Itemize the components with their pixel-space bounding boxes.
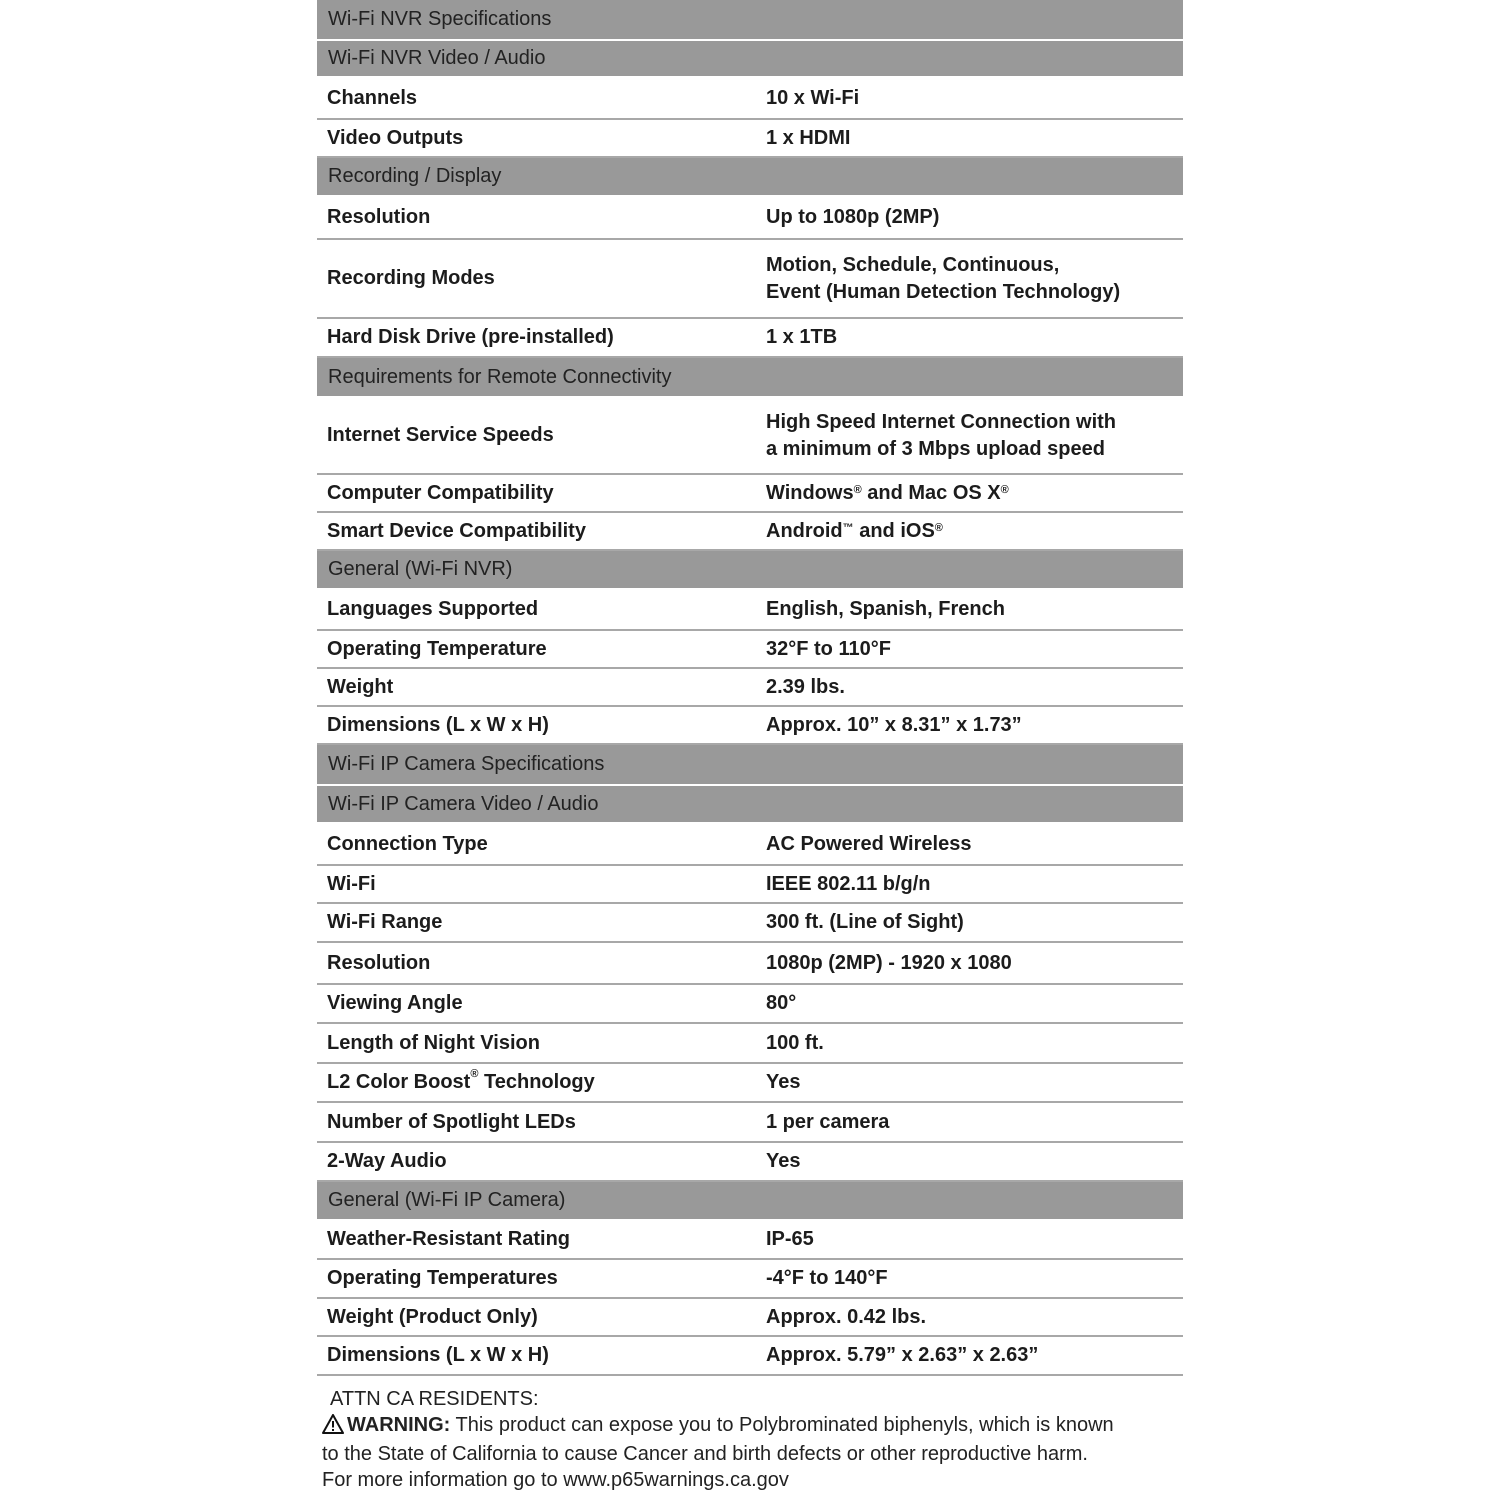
warning-line-2: to the State of California to cause Cancer and birth defects or other reproductive harm. [322,1443,1088,1465]
spec-label-text: Smart Device Compatibility [327,519,586,542]
spec-value [766,674,1183,701]
spec-row [317,78,1183,120]
spec-label-text: Weather-Resistant Rating [327,1228,571,1250]
spec-value-text: 1 x HDMI [766,126,851,149]
spec-value-line-2: a minimum of 3 Mbps upload speed [766,437,1105,460]
spec-label [317,267,766,290]
spec-value-text: 10 x Wi-Fi [766,86,860,109]
spec-value-text: Approx. 10” x 8.31” x 1.73” [766,713,1022,736]
spec-label [317,1344,766,1367]
spec-label-text: Operating Temperature [327,637,547,660]
spec-value-text: 32°F to 110°F [766,637,891,660]
spec-value [766,990,1183,1017]
spec-row [317,707,1183,745]
spec-value [766,1304,1183,1331]
spec-label [317,638,766,661]
section-title: Recording / Display [328,165,502,187]
spec-label-text: Wi-Fi Range [327,911,443,933]
spec-row [317,631,1183,669]
spec-label [317,952,766,975]
spec-label [317,714,766,737]
registered-mark: ® [1000,483,1009,496]
spec-value-text: Motion, Schedule, Continuous, [766,253,1060,276]
spec-label [317,482,766,505]
spec-label [317,1068,766,1094]
spec-value [766,950,1183,977]
spec-value-text: Windows [766,481,854,504]
spec-value [766,596,1183,623]
spec-value [766,252,1183,306]
attn-heading: ATTN CA RESIDENTS: [330,1388,539,1410]
section-header [317,158,1183,197]
spec-label [317,676,766,699]
spec-label [317,1306,766,1329]
spec-row [317,985,1183,1024]
spec-label-text: Weight [327,675,394,698]
spec-label-text: Viewing Angle [327,992,463,1014]
spec-label-text: Operating Temperatures [327,1267,558,1289]
spec-value-text: 1 x 1TB [766,326,838,348]
spec-label-text: Resolution [327,206,431,228]
section-header [317,358,1183,398]
spec-value-text: Up to 1080p (2MP) [766,206,940,228]
spec-value-mid: and Mac OS X [861,481,1001,504]
section-header [317,41,1183,78]
spec-value [766,1265,1183,1292]
spec-value-text: 100 ft. [766,1031,824,1054]
spec-value [766,409,1183,463]
spec-label-text: Languages Supported [327,598,539,620]
spec-value [766,871,1183,898]
spec-label-text: Dimensions (L x W x H) [327,713,549,736]
prop65-notice [322,1386,1182,1493]
spec-value [766,85,1183,112]
spec-label-text: Connection Type [327,832,488,855]
spec-row [317,824,1183,866]
spec-value [766,1226,1183,1253]
spec-value [766,1342,1183,1369]
spec-value [766,1109,1183,1136]
spec-row [317,1299,1183,1337]
spec-value-text: English, Spanish, French [766,598,1005,620]
spec-row [317,1221,1183,1260]
trademark-mark: ® [853,483,862,496]
spec-label-text: L2 Color Boost [327,1071,471,1093]
spec-label [317,1228,766,1251]
spec-label [317,1267,766,1290]
spec-label [317,127,766,150]
spec-row [317,1064,1183,1103]
spec-value-text: Approx. 0.42 lbs. [766,1305,927,1328]
spec-value-text: 80° [766,992,797,1014]
registered-mark: ® [470,1068,479,1080]
spec-label-tail: Technology [478,1071,595,1093]
spec-value-text: 1080p (2MP) - 1920 x 1080 [766,951,1012,974]
spec-label [317,520,766,543]
spec-label-text: Dimensions (L x W x H) [327,1344,549,1366]
trademark-mark: ™ [842,521,854,534]
spec-row [317,1260,1183,1299]
spec-label [317,992,766,1015]
section-title: Wi-Fi IP Camera Video / Audio [328,792,599,815]
spec-value [766,636,1183,663]
spec-label [317,1111,766,1134]
spec-row [317,513,1183,551]
spec-label [317,424,766,447]
warning-line-3: For more information go to www.p65warnings.ca.gov [322,1469,789,1491]
spec-value-text: Android [766,519,843,542]
spec-label-text: Channels [327,86,418,109]
spec-label-text: Number of Spotlight LEDs [327,1110,576,1133]
spec-row [317,240,1183,319]
spec-row [317,904,1183,943]
spec-value-text: IEEE 802.11 b/g/n [766,872,931,895]
spec-value [766,1148,1183,1175]
spec-label [317,873,766,896]
spec-value [766,480,1183,507]
spec-row [317,120,1183,158]
spec-value [766,204,1183,231]
spec-label [317,206,766,229]
spec-value-text: 2.39 lbs. [766,675,845,698]
spec-value-text: High Speed Internet Connection with [766,410,1116,433]
spec-value-text: AC Powered Wireless [766,832,972,855]
spec-value [766,712,1183,739]
spec-label-text: Wi-Fi [327,872,376,895]
spec-row [317,1337,1183,1376]
spec-label [317,1150,766,1173]
section-title: Wi-Fi NVR Video / Audio [328,47,546,69]
spec-value-text: Yes [766,1150,801,1172]
warning-text-1: This product can expose you to Polybrominated biphenyls, which is known [450,1414,1114,1436]
spec-row [317,943,1183,985]
spec-value [766,1069,1183,1096]
spec-label-text: Weight (Product Only) [327,1305,538,1328]
section-header [317,745,1183,786]
spec-label [317,598,766,621]
spec-value [766,125,1183,152]
spec-label [317,911,766,934]
spec-label-text: Recording Modes [327,267,495,289]
section-title: General (Wi-Fi IP Camera) [328,1189,566,1211]
spec-row [317,398,1183,475]
section-header [317,551,1183,590]
warning-triangle-icon [322,1414,344,1441]
spec-value-text: -4°F to 140°F [766,1267,888,1289]
spec-label-text: Hard Disk Drive (pre-installed) [327,326,614,348]
section-title: General (Wi-Fi NVR) [328,558,513,580]
spec-row [317,590,1183,631]
spec-row [317,866,1183,904]
spec-value-text: 300 ft. (Line of Sight) [766,911,964,933]
spec-label-text: 2-Way Audio [327,1150,447,1172]
spec-label-text: Internet Service Speeds [327,424,554,446]
spec-table [317,0,1183,1376]
section-header [317,1182,1183,1221]
spec-row [317,1143,1183,1182]
spec-row [317,1103,1183,1143]
spec-value [766,518,1183,545]
spec-value-text: IP-65 [766,1228,814,1250]
spec-row [317,319,1183,358]
spec-value-line-2: Event (Human Detection Technology) [766,280,1121,303]
spec-value-text: Yes [766,1071,801,1093]
section-header [317,0,1183,41]
registered-mark: ® [934,521,943,534]
spec-value-text: 1 per camera [766,1110,890,1133]
spec-row [317,669,1183,707]
section-title: Wi-Fi NVR Specifications [328,8,552,30]
spec-label-text: Resolution [327,951,431,974]
spec-value [766,1030,1183,1057]
spec-label [317,1032,766,1055]
section-title: Wi-Fi IP Camera Specifications [328,753,605,775]
spec-label-text: Length of Night Vision [327,1031,540,1054]
section-header [317,786,1183,824]
spec-label-text: Computer Compatibility [327,481,554,504]
spec-value-mid: and iOS [853,519,935,542]
spec-label [317,87,766,110]
spec-value [766,909,1183,936]
warning-line-1 [322,1412,1182,1441]
spec-label-text: Video Outputs [327,126,464,149]
spec-row [317,197,1183,240]
section-title: Requirements for Remote Connectivity [328,365,672,388]
spec-value [766,324,1183,351]
spec-label [317,833,766,856]
spec-row [317,1024,1183,1064]
spec-row [317,475,1183,513]
spec-value-text: Approx. 5.79” x 2.63” x 2.63” [766,1344,1039,1366]
spec-value [766,831,1183,858]
spec-label [317,326,766,349]
warning-label: WARNING: [347,1414,451,1436]
